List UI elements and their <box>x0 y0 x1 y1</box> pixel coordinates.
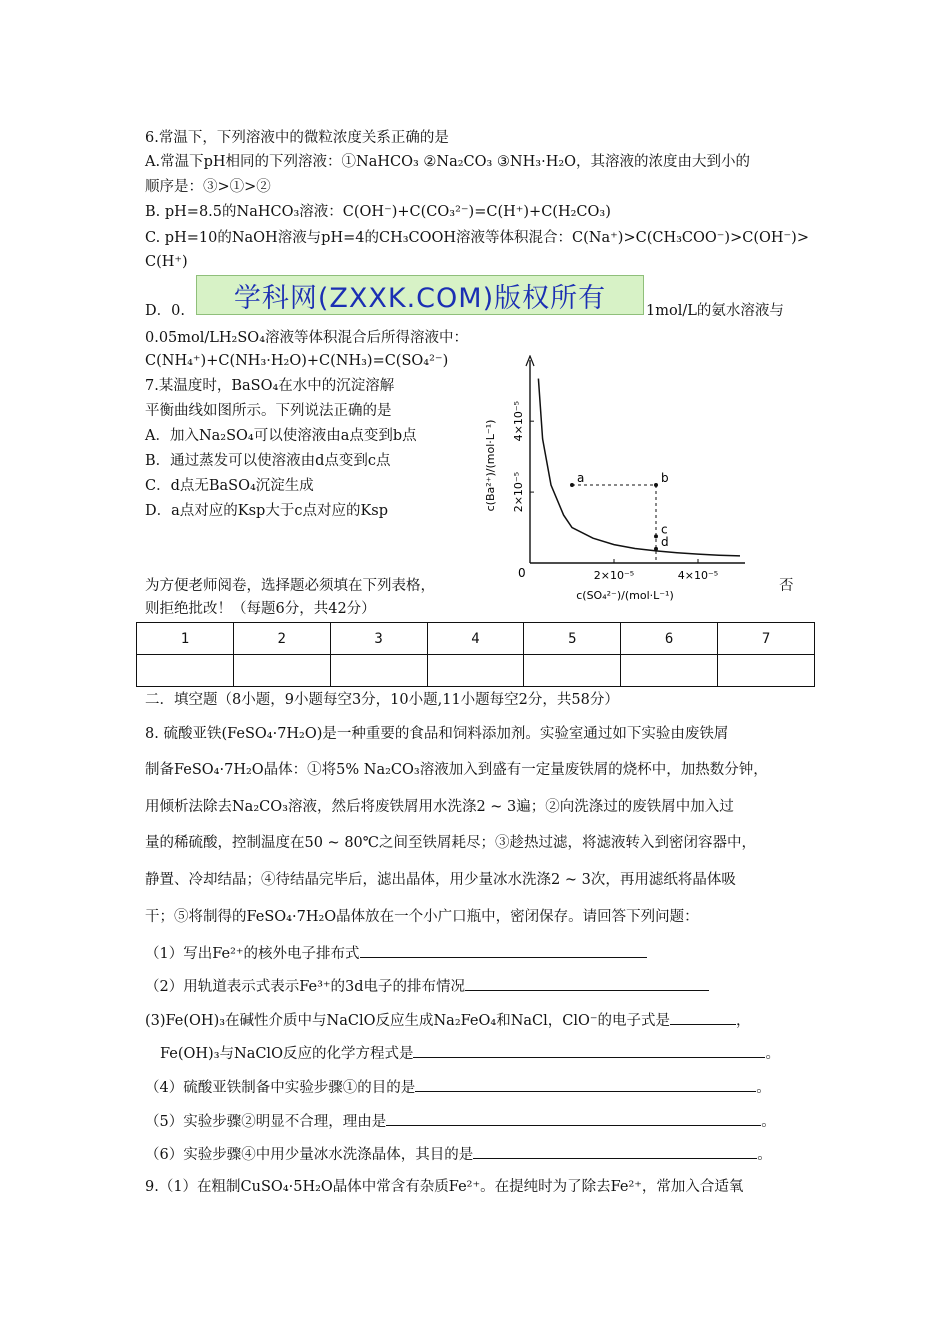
q8-sub-2-blank[interactable] <box>465 976 709 991</box>
q8-sub-5-end: 。 <box>761 1114 776 1130</box>
q8-sub-3 <box>145 1010 751 1030</box>
q8-para-3: 用倾析法除去Na₂CO₃溶液，然后将废铁屑用水洗涤2 ~ 3遍；②向洗涤过的废铁屑中加入过 <box>145 799 734 815</box>
origin-label: 0 <box>518 566 526 580</box>
y-tick-label: 4×10⁻⁵ <box>512 400 525 442</box>
x-tick-label: 4×10⁻⁵ <box>677 569 719 582</box>
q8-sub-6-text: （6）实验步骤④中用少量冰水洗涤晶体，其目的是 <box>145 1147 474 1163</box>
q8-sub-6 <box>145 1144 772 1164</box>
x-axis-label: c(SO₄²⁻)/(mol·L⁻¹) <box>576 589 674 602</box>
q8-sub-3-blank-b[interactable] <box>413 1043 765 1058</box>
q6-option-c: C. pH=10的NaOH溶液与pH=4的CH₃COOH溶液等体积混合：C(Na⁺)>C(CH₃COO⁻)>C(OH⁻)> <box>145 230 809 246</box>
answer-cell-1[interactable] <box>137 655 234 687</box>
q6-option-d-head: D．0. <box>145 303 185 319</box>
q8-para-2: 制备FeSO₄·7H₂O晶体：①将5% Na₂CO₃溶液加入到盛有一定量废铁屑的烧杯中，加热数分钟， <box>145 762 768 778</box>
q8-sub-2-text: （2）用轨道表示式表示Fe³⁺的3d电子的排布情况 <box>145 979 466 995</box>
q8-sub-6-blank[interactable] <box>473 1144 757 1159</box>
q8-sub-4-text: （4）硫酸亚铁制备中实验步骤①的目的是 <box>145 1080 416 1096</box>
answer-col-3: 3 <box>330 623 427 655</box>
q8-sub-4 <box>145 1077 771 1097</box>
q8-para-4: 量的稀硫酸，控制温度在50 ~ 80℃之间至铁屑耗尽；③趁热过滤，将滤液转入到密闭容器中， <box>145 835 756 851</box>
x-tick-label: 2×10⁻⁵ <box>593 569 635 582</box>
y-axis-label: c(Ba²⁺)/(mol·L⁻¹) <box>484 419 497 512</box>
answer-col-6: 6 <box>621 623 718 655</box>
point-d <box>654 547 658 551</box>
answer-table-header-row <box>137 623 815 655</box>
q8-sub-4-blank[interactable] <box>415 1077 756 1092</box>
q8-sub-1-text: （1）写出Fe²⁺的核外电子排布式 <box>145 946 360 962</box>
answer-cell-3[interactable] <box>330 655 427 687</box>
answer-cell-5[interactable] <box>524 655 621 687</box>
y-tick-label: 2×10⁻⁵ <box>512 471 525 513</box>
q7-option-a: A．加入Na₂SO₄可以使溶液由a点变到b点 <box>145 428 417 444</box>
q7-stem-cont: 平衡曲线如图所示。下列说法正确的是 <box>145 403 392 419</box>
q7-option-c: C．d点无BaSO₄沉淀生成 <box>145 478 314 494</box>
q8-sub-5-blank[interactable] <box>386 1111 761 1126</box>
answer-col-4: 4 <box>427 623 524 655</box>
point-b <box>654 483 658 487</box>
q6-option-d-tail: 1mol/L的氨水溶液与 <box>646 303 784 319</box>
q8-para-6: 干；⑤将制得的FeSO₄·7H₂O晶体放在一个小广口瓶中，密闭保存。请回答下列问题： <box>145 909 699 925</box>
q6-option-c-cont: C(H⁺) <box>145 254 188 270</box>
q6-option-a: A.常温下pH相同的下列溶液：①NaHCO₃ ②Na₂CO₃ ③NH₃·H₂O，其溶液的浓度由大到小的 <box>145 154 751 170</box>
answer-col-1: 1 <box>137 623 234 655</box>
point-label-c: c <box>661 522 668 537</box>
q8-sub-3b-end: 。 <box>765 1046 780 1062</box>
answer-cell-4[interactable] <box>427 655 524 687</box>
q7-stem: 7.某温度时，BaSO₄在水中的沉淀溶解 <box>145 378 395 394</box>
q8-sub-3b-text: Fe(OH)₃与NaClO反应的化学方程式是 <box>160 1046 414 1062</box>
q7-option-b: B．通过蒸发可以使溶液由d点变到c点 <box>145 453 391 469</box>
q8-sub-3b <box>160 1043 780 1063</box>
q7-option-d: D．a点对应的Ksp大于c点对应的Ksp <box>145 503 389 519</box>
q8-sub-1 <box>145 943 647 963</box>
q6-option-a-cont: 顺序是：③>①>② <box>145 179 271 195</box>
q6-option-d-cont: 0.05mol/LH₂SO₄溶液等体积混合后所得溶液中： <box>145 330 469 346</box>
q6-stem: 6.常温下，下列溶液中的微粒浓度关系正确的是 <box>145 130 449 146</box>
answer-cell-6[interactable] <box>621 655 718 687</box>
q8-sub-6-end: 。 <box>757 1147 772 1163</box>
q9-para-1: 9.（1）在粗制CuSO₄·5H₂O晶体中常含有杂质Fe²⁺。在提纯时为了除去Fe²⁺，常加入合适氧 <box>145 1179 744 1195</box>
baso4-solubility-chart <box>480 355 780 603</box>
q8-sub-5 <box>145 1111 776 1131</box>
answer-table-input-row <box>137 655 815 687</box>
answer-col-7: 7 <box>718 623 815 655</box>
answer-table <box>136 622 815 687</box>
answer-cell-2[interactable] <box>233 655 330 687</box>
q8-para-5: 静置、冷却结晶；④待结晶完毕后，滤出晶体，用少量冰水洗涤2 ~ 3次，再用滤纸将晶体吸 <box>145 872 736 888</box>
point-label-a: a <box>577 471 585 485</box>
answer-col-2: 2 <box>233 623 330 655</box>
q8-sub-3-comma: ， <box>736 1013 751 1029</box>
q8-sub-5-text: （5）实验步骤②明显不合理，理由是 <box>145 1114 387 1130</box>
q6-option-b: B. pH=8.5的NaHCO₃溶液：C(OH⁻)+C(CO₃²⁻)=C(H⁺)+C(H₂CO₃) <box>145 204 611 220</box>
q8-sub-4-end: 。 <box>756 1080 771 1096</box>
point-a <box>570 483 574 487</box>
watermark-banner: 学科网(ZXXK.COM)版权所有 <box>196 275 644 315</box>
q8-sub-3-blank-a[interactable] <box>670 1010 736 1025</box>
q8-sub-2 <box>145 976 709 996</box>
answer-cell-7[interactable] <box>718 655 815 687</box>
q8-para-1: 8. 硫酸亚铁(FeSO₄·7H₂O)是一种重要的食品和饲料添加剂。实验室通过如下实验由废铁屑 <box>145 726 729 742</box>
answer-col-5: 5 <box>524 623 621 655</box>
q8-sub-3-text: (3)Fe(OH)₃在碱性介质中与NaClO反应生成Na₂FeO₄和NaCl，ClO⁻的电子式是 <box>145 1013 671 1029</box>
q8-sub-1-blank[interactable] <box>360 943 647 958</box>
answer-note: 为方便老师阅卷，选择题必须填在下列表格， <box>145 578 435 594</box>
section-2-heading: 二．填空题（8小题，9小题每空3分，10小题,11小题每空2分，共58分） <box>145 692 619 708</box>
q6-option-d-formula: C(NH₄⁺)+C(NH₃·H₂O)+C(NH₃)=C(SO₄²⁻) <box>145 353 449 369</box>
answer-note-end: 否 <box>779 578 794 594</box>
answer-note-cont: 则拒绝批改！（每题6分，共42分） <box>145 601 376 617</box>
ksp-curve <box>538 379 740 556</box>
point-c <box>654 534 658 538</box>
point-label-b: b <box>661 471 669 485</box>
point-label-d: d <box>661 534 669 549</box>
